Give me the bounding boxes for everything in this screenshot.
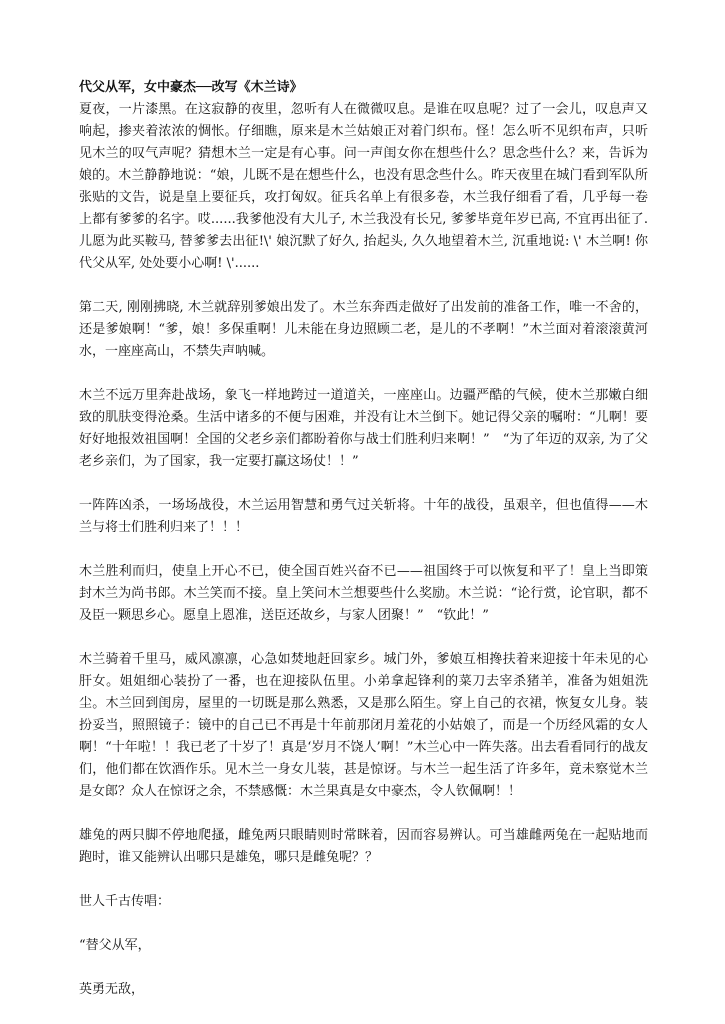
paragraph-emperor-reward: 木兰胜利而归，使皇上开心不已，使全国百姓兴奋不已——祖国终于可以恢复和平了！皇上当即策封木兰为尚书郎。木兰笑而不接。皇上笑问木兰想要些什么奖励。木兰说：“论行赏，论官职，都不及臣一颗思乡心。愿皇上恩准，送臣还故乡，与家人团聚！” “钦此！” [79,564,648,623]
paragraph-people-sing: 世人千古传唱： [79,894,171,909]
paragraph-departure: 第二天, 刚刚拂晓, 木兰就辞别爹娘出发了。木兰东奔西走做好了出发前的准备工作，唯一不舍的，还是爹娘啊！“爹，娘！多保重啊！儿未能在身边照顾二老，是儿的不孝啊！”木兰面对着滚滚黄河水，一座座高山，不禁失声呐喊。 [79,300,648,359]
paragraph-night-weaving: 夏夜，一片漆黑。在这寂静的夜里，忽听有人在微微叹息。是谁在叹息呢？过了一会儿，叹息声又响起，掺夹着浓浓的惆怅。仔细瞧，原来是木兰姑娘正对着门织布。怪！怎么听不见织布声，只听见木兰的叹气声呢？猜想木兰一定是有心事。问一声闺女你在想些什么？思念些什么？来，告诉为娘的。木兰静静地说：“娘，儿既不是在想些什么，也没有思念些什么。昨天夜里在城门看到军队所张贴的文告，说是皇上要征兵，攻打匈奴。征兵名单上有很多卷，木兰我仔细看了看，几乎每一卷上都有爹爹的名字。哎......我爹他没有大儿子, 木兰我没有长兄, 爹爹毕竟年岁已高, 不宜再出征了. 儿愿为此买鞍马, 替爹爹去出征!\' 娘沉默了好久, 抬起头, 久久地望着木兰, 沉重地说: \' 木兰啊! 你代父从军, 处处要小心啊! \'...... [79,102,648,271]
paragraph-homecoming: 木兰骑着千里马，威风凛凛，心急如焚地赶回家乡。城门外，爹娘互相搀扶着来迎接十年未见的心肝女。姐姐细心装扮了一番，也在迎接队伍里。小弟拿起锋利的菜刀去宰杀猪羊，准备为姐姐洗尘。木兰回到闺房，屋里的一切既是那么熟悉，又是那么陌生。穿上自己的衣裙，恢复女儿身。装扮妥当，照照镜子：镜中的自己已不再是十年前那闭月羞花的小姑娘了，而是一个历经风霜的女人啊！“十年啦！！我已老了十岁了！真是‘岁月不饶人’啊！”木兰心中一阵失落。出去看看同行的战友们，他们都在饮酒作乐。见木兰一身女儿装，甚是惊讶。与木兰一起生活了许多年，竟未察觉木兰是女郎？众人在惊讶之余，不禁感慨：木兰果真是女中豪杰，令人钦佩啊！！ [79,652,648,799]
paragraph-victory: 一阵阵凶杀，一场场战役，木兰运用智慧和勇气过关斩将。十年的战役，虽艰辛，但也值得——木兰与将士们胜利归来了！！！ [79,498,648,535]
verse-line-1: “替父从军， [79,938,151,953]
verse-line-2: 英勇无敌， [79,982,145,997]
document-title: 代父从军，女中豪杰──改写《木兰诗》 [79,80,303,95]
paragraph-rabbits: 雄兔的两只脚不停地爬搔，雌兔两只眼睛则时常眯着，因而容易辨认。可当雄雌两兔在一起贴地而跑时，谁又能辨认出哪只是雄兔，哪只是雌兔呢？？ [79,828,648,865]
document-page [79,77,648,1023]
paragraph-battlefield: 木兰不远万里奔赴战场，象飞一样地跨过一道道关，一座座山。边疆严酷的气候，使木兰那嫩白细致的肌肤变得沧桑。生活中诸多的不便与困难，并没有让木兰倒下。她记得父亲的嘱咐：“儿啊！要好好地报效祖国啊！全国的父老乡亲们都盼着你与战士们胜利归来啊！” “为了年迈的双亲, 为了父老乡亲们，为了国家，我一定要打赢这场仗！！” [79,388,648,469]
